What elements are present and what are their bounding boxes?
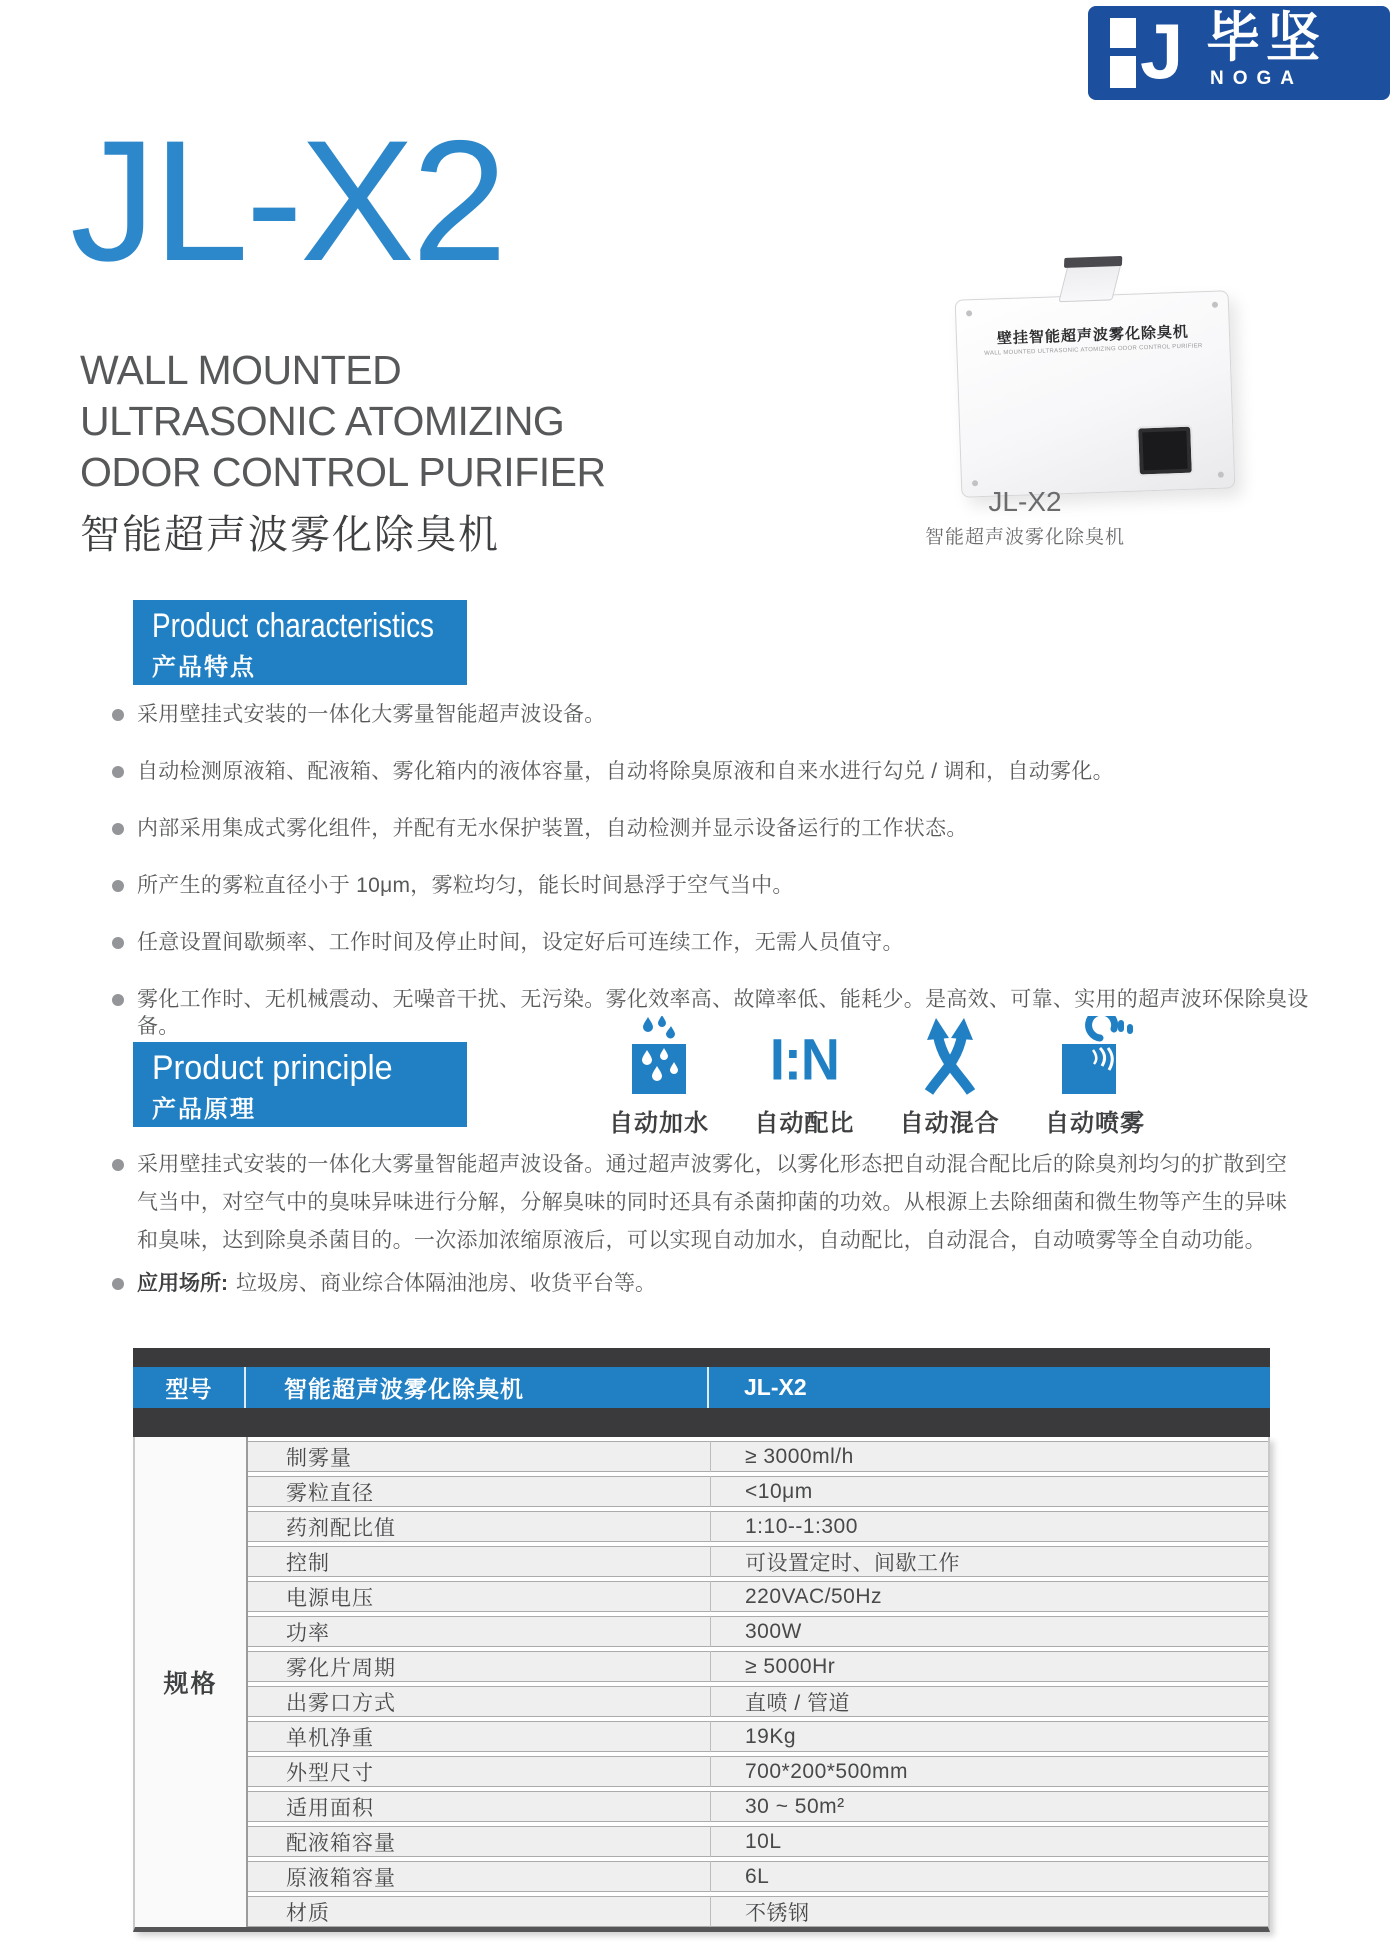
application-label: 应用场所: [137, 1272, 228, 1295]
logo-brand-name-en: NOGA [1210, 68, 1303, 89]
spec-value: ≥ 3000ml/h [745, 1444, 854, 1468]
application-text: 垃圾房、商业综合体隔油池房、收货平台等。 [236, 1272, 656, 1295]
table-row [248, 1616, 1268, 1647]
spec-name: 雾化片周期 [286, 1656, 396, 1680]
spec-rows [248, 1437, 1268, 1927]
spec-name: 药剂配比值 [286, 1516, 396, 1540]
spec-name: 控制 [286, 1551, 330, 1575]
section-header-characteristics [133, 600, 467, 685]
logo-monogram-bar-icon [1110, 56, 1136, 88]
table-row [248, 1581, 1268, 1612]
table-row [248, 1791, 1268, 1822]
header-cell-product-name: 智能超声波雾化除臭机 [246, 1367, 709, 1408]
header-cell-model-value: JL-X2 [744, 1374, 807, 1400]
spec-name: 制雾量 [286, 1446, 352, 1470]
spec-table-body [133, 1437, 1270, 1932]
table-row [248, 1651, 1268, 1682]
mix-arrows-icon [887, 1016, 1013, 1096]
device-label-en: WALL MOUNTED ULTRASONIC ATOMIZING ODOR CONTROL PURIFIER [984, 343, 1203, 357]
spec-value: ≥ 5000Hr [745, 1654, 836, 1678]
device-label-cn: 壁挂智能超声波雾化除臭机 [996, 323, 1190, 348]
bullet-text: 内部采用集成式雾化组件，并配有无水保护装置，自动检测并显示设备运行的工作状态。 [137, 817, 968, 840]
principle-icon-label: 自动加水 [609, 1110, 709, 1137]
subtitle-cn: 智能超声波雾化除臭机 [80, 513, 500, 557]
principle-icon-auto-water [596, 1016, 722, 1138]
section-title-en: Product characteristics [152, 607, 435, 645]
bullet-item [112, 701, 1337, 728]
subtitle-en [80, 345, 606, 498]
spec-table-header-row [133, 1367, 1270, 1408]
application-places [112, 1270, 1302, 1298]
figure-caption-cn: 智能超声波雾化除臭机 [924, 527, 1125, 548]
device-nozzle [1058, 262, 1122, 302]
ratio-icon [741, 1016, 867, 1096]
subtitle-en-line: WALL MOUNTED [80, 347, 402, 393]
spec-value: 10L [745, 1829, 782, 1853]
spec-name: 单机净重 [286, 1726, 374, 1750]
spec-table-header [133, 1348, 1270, 1437]
spec-value: 6L [745, 1864, 770, 1888]
subtitle-en-line: ODOR CONTROL PURIFIER [80, 449, 606, 495]
principle-paragraph [112, 1146, 1302, 1260]
water-drops-icon [596, 1016, 722, 1096]
bullet-text: 采用壁挂式安装的一体化大雾量智能超声波设备。 [137, 703, 606, 726]
principle-icons-row [596, 1016, 1158, 1138]
spec-name: 雾粒直径 [286, 1481, 374, 1505]
device-display-screen [1138, 427, 1192, 475]
bullet-text: 所产生的雾粒直径小于 10μm，雾粒均匀，能长时间悬浮于空气当中。 [137, 874, 794, 897]
spec-value: 19Kg [745, 1724, 797, 1748]
bullet-text: 任意设置间歇频率、工作时间及停止时间，设定好后可连续工作，无需人员值守。 [137, 931, 904, 954]
bullet-text: 自动检测原液箱、配液箱、雾化箱内的液体容量，自动将除臭原液和自来水进行勾兑 / 调和，自动雾化。 [137, 760, 1114, 783]
section-header-principle [133, 1042, 467, 1127]
product-photo [880, 250, 1203, 580]
spec-value: 30 ~ 50m² [745, 1794, 845, 1818]
screw-icon [1218, 472, 1224, 478]
principle-icon-label: 自动喷雾 [1044, 1110, 1145, 1137]
table-row [248, 1861, 1268, 1892]
table-row [248, 1686, 1268, 1717]
page-title: JL-X2 [70, 105, 505, 297]
spec-name: 电源电压 [286, 1586, 374, 1610]
logo-monogram-bar-icon [1110, 18, 1136, 48]
screw-icon [966, 310, 972, 316]
subtitle-en-line: ULTRASONIC ATOMIZING [80, 398, 565, 444]
brand-logo [1088, 6, 1390, 100]
device-nozzle-cap [1064, 256, 1122, 268]
spec-name: 外型尺寸 [286, 1761, 374, 1785]
screw-icon [1212, 302, 1218, 308]
bullet-text: 雾化工作时、无机械震动、无噪音干扰、无污染。雾化效率高、故障率低、能耗少。是高效、可靠、实用的超声波环保除臭设备。 [137, 988, 1309, 1038]
device-illustration [955, 290, 1236, 497]
spec-name: 原液箱容量 [286, 1866, 396, 1890]
table-row [248, 1511, 1268, 1542]
table-row [248, 1756, 1268, 1787]
bullet-item [112, 872, 1337, 899]
spec-value: <10μm [745, 1479, 813, 1503]
table-row [248, 1476, 1268, 1507]
spec-value: 直喷 / 管道 [745, 1691, 851, 1715]
principle-paragraph-text: 采用壁挂式安装的一体化大雾量智能超声波设备。通过超声波雾化，以雾化形态把自动混合配比后的除臭剂均匀的扩散到空气当中，对空气中的臭味异味进行分解，分解臭味的同时还具有杀菌抑菌的功效。从根源上去除细菌和微生物等产生的异味和臭味，达到除臭杀菌目的。一次添加浓缩原液后，可以实现自动加水，自动配比，自动混合，自动喷雾等全自动功能。 [137, 1153, 1288, 1252]
spray-box-icon [1032, 1016, 1158, 1096]
spec-group-column [135, 1437, 248, 1927]
logo-brand-name-cn: 毕坚 [1206, 8, 1326, 68]
spec-name: 功率 [286, 1621, 330, 1645]
spec-name: 材质 [286, 1901, 330, 1925]
spec-name: 配液箱容量 [286, 1831, 396, 1855]
header-cell-model-label: 型号 [133, 1367, 246, 1408]
ratio-glyph: I:N [769, 1027, 839, 1093]
principle-icon-label: 自动配比 [754, 1110, 855, 1137]
spec-value: 1:10--1:300 [745, 1514, 858, 1538]
principle-icon-auto-mix [887, 1016, 1013, 1138]
spec-value: 700*200*500mm [745, 1759, 908, 1783]
spec-value: 220VAC/50Hz [745, 1584, 883, 1608]
spec-value: 300W [745, 1619, 802, 1643]
bullet-item [112, 929, 1337, 956]
spec-name: 出雾口方式 [286, 1691, 396, 1715]
spec-name: 适用面积 [286, 1796, 374, 1820]
section-title-cn: 产品特点 [152, 654, 256, 681]
principle-icon-auto-spray [1032, 1016, 1158, 1138]
figure-caption-model: JL-X2 [988, 486, 1062, 517]
section-title-cn: 产品原理 [152, 1096, 256, 1123]
logo-monogram-j: J [1140, 7, 1184, 95]
spec-group-label: 规格 [163, 1670, 218, 1698]
table-row [248, 1896, 1268, 1927]
table-row [248, 1441, 1268, 1472]
spec-table [133, 1348, 1270, 1932]
section-title-en: Product principle [152, 1049, 393, 1087]
bullet-item [112, 758, 1337, 785]
bullet-item [112, 815, 1337, 842]
spec-value: 可设置定时、间歇工作 [745, 1551, 960, 1575]
table-row [248, 1826, 1268, 1857]
table-row [248, 1546, 1268, 1577]
spec-value: 不锈钢 [745, 1901, 810, 1925]
characteristics-bullet-list [112, 701, 1337, 1070]
principle-icon-auto-ratio [741, 1016, 867, 1138]
principle-icon-label: 自动混合 [899, 1110, 1000, 1137]
table-row [248, 1721, 1268, 1752]
